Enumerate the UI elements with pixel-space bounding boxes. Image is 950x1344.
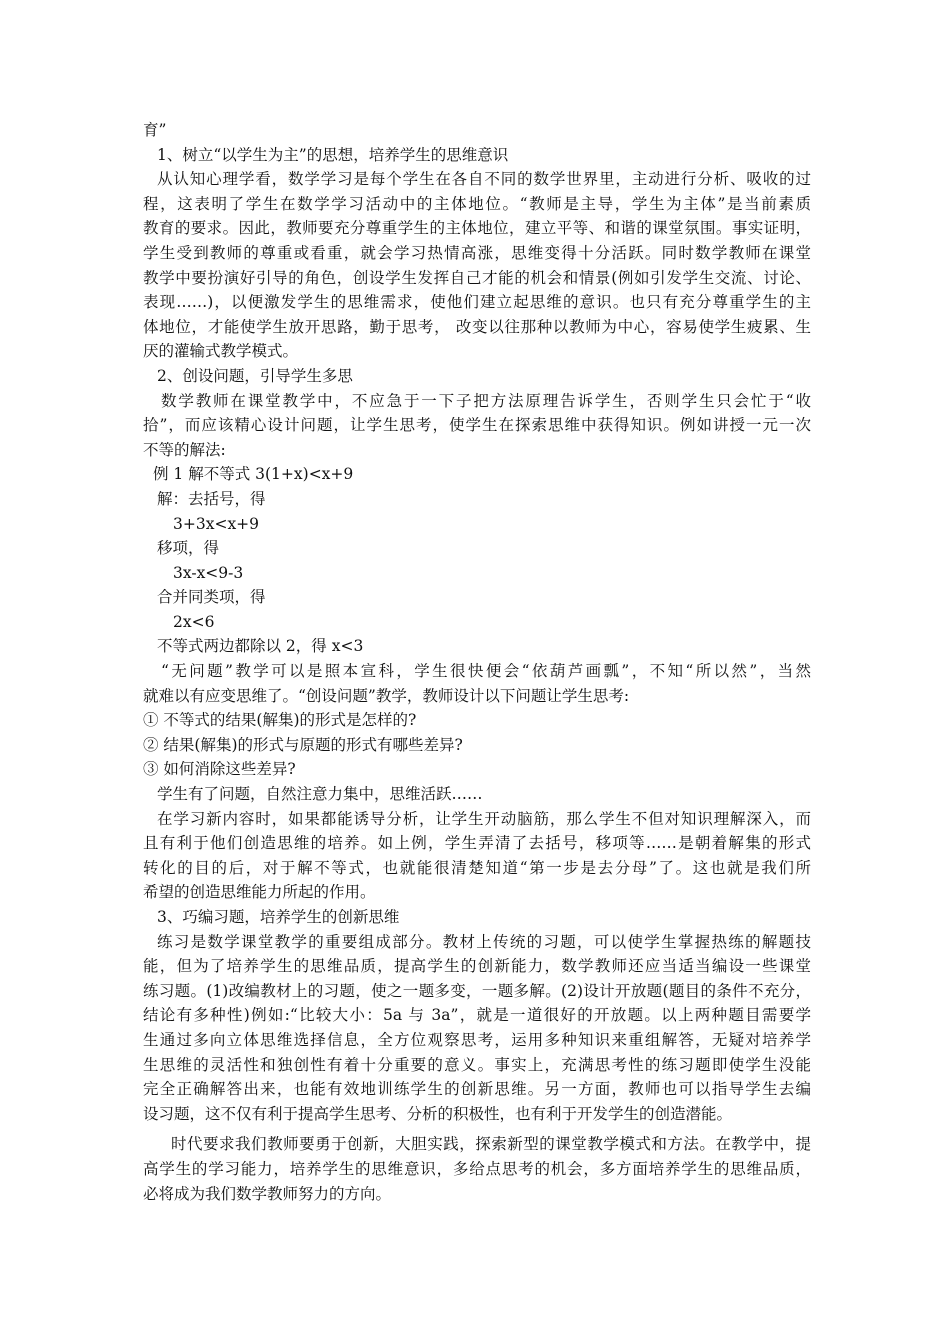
text-line: 拾”，而应该精心设计问题，让学生思考，使学生在探索思维中获得知识。例如讲授一元一次 (143, 416, 811, 435)
text-line: 1、树立“以学生为主”的思想，培养学生的思维意识 (157, 145, 509, 164)
text-line: 数学教师在课堂教学中，不应急于一下子把方法原理告诉学生，否则学生只会忙于“收 (161, 391, 811, 410)
text-line: 转化的目的后，对于解不等式，也就能很清楚知道“第一步是去分母”了。这也就是我们所 (143, 858, 811, 877)
text-line: 解：去括号，得 (157, 489, 266, 508)
text-line: 体地位，才能使学生放开思路，勤于思考， 改变以往那种以教师为中心，容易使学生疲累、生 (143, 317, 811, 336)
text-line: 生思维的灵活性和独创性有着十分重要的意义。事实上，充满思考性的练习题即使学生没能 (143, 1055, 811, 1074)
text-line: 程，这表明了学生在数学学习活动中的主体地位。“教师是主导，学生为主体”是当前素质 (143, 194, 811, 213)
text-line: 合并同类项，得 (157, 588, 266, 607)
text-line: “无问题”教学可以是照本宣科，学生很快便会“依葫芦画瓢”，不知“所以然”，当然 (161, 662, 811, 681)
text-line: 希望的创造思维能力所起的作用。 (143, 883, 376, 902)
text-line: 不等的解法: (143, 440, 226, 459)
text-line: 必将成为我们数学教师努力的方向。 (143, 1184, 392, 1203)
text-line: 且有利于他们创造思维的培养。如上例，学生弄清了去括号，移项等……是朝着解集的形式 (143, 834, 811, 853)
text-line: 能，但为了培养学生的思维品质，提高学生的创新能力，数学教师还应当适当编设一些课堂 (143, 957, 811, 976)
text-line: 学生受到教师的尊重或看重，就会学习热情高涨，思维变得十分活跃。同时数学教师在课堂 (143, 243, 811, 262)
text-line: 就难以有应变思维了。“创设问题”教学，教师设计以下问题让学生思考: (143, 686, 630, 705)
text-line: 例 1 解不等式 3(1+x)<x+9 (153, 465, 354, 484)
text-line: 时代要求我们教师要勇于创新，大胆实践，探索新型的课堂教学模式和方法。在教学中，提 (171, 1135, 811, 1154)
text-line: 完全正确解答出来，也能有效地训练学生的创新思维。另一方面，教师也可以指导学生去编 (143, 1080, 811, 1099)
text-line: 生通过多向立体思维选择信息，全方位观察思考，运用多种知识来重组解答，无疑对培养学 (143, 1030, 811, 1049)
text-line: 教育的要求。因此，教师要充分尊重学生的主体地位，建立平等、和谐的课堂氛围。事实证明， (143, 219, 811, 238)
text-line: 3x-x<9-3 (173, 563, 244, 582)
text-line: 不等式两边都除以 2，得 x<3 (157, 637, 364, 656)
text-line: 表现……)，以便激发学生的思维需求，使他们建立起思维的意识。也只有充分尊重学生的主 (143, 293, 811, 312)
text-line: 2x<6 (173, 612, 215, 631)
text-line: 3+3x<x+9 (173, 514, 260, 533)
text-line: 移项，得 (157, 539, 220, 558)
text-line: 设习题，这不仅有利于提高学生思考、分析的积极性，也有利于开发学生的创造潜能。 (143, 1104, 733, 1123)
text-line: 2、创设问题，引导学生多思 (157, 366, 353, 385)
text-line: ② 结果(解集)的形式与原题的形式有哪些差异? (143, 735, 463, 754)
text-line: 厌的灌输式教学模式。 (143, 342, 299, 361)
text-line: 高学生的学习能力，培养学生的思维意识，多给点思考的机会，多方面培养学生的思维品质， (143, 1159, 811, 1178)
text-line: ① 不等式的结果(解集)的形式是怎样的? (143, 711, 417, 730)
text-line: 育” (143, 121, 167, 139)
text-line: ③ 如何消除这些差异? (143, 760, 296, 779)
text-line: 从认知心理学看，数学学习是每个学生在各自不同的数学世界里，主动进行分析、吸收的过 (157, 170, 811, 189)
text-line: 练习题。(1)改编教材上的习题，使之一题多变，一题多解。(2)设计开放题(题目的条件不充分， (143, 981, 811, 1000)
text-line: 结论有多种性)例如:“比较大小：5a 与 3a”，就是一道很好的开放题。以上两种题目需要学 (143, 1006, 811, 1025)
text-line: 学生有了问题，自然注意力集中，思维活跃…… (157, 785, 483, 804)
text-line: 3、巧编习题，培养学生的创新思维 (157, 908, 400, 926)
text-line: 教学中要扮演好引导的角色，创设学生发挥自己才能的机会和情景(例如引发学生交流、讨论、 (143, 268, 811, 287)
text-line: 在学习新内容时，如果都能诱导分析，让学生开动脑筋，那么学生不但对知识理解深入，而 (157, 809, 811, 828)
document-body (143, 118, 811, 1206)
text-line: 练习是数学课堂教学的重要组成部分。教材上传统的习题，可以使学生掌握热练的解题技 (157, 932, 811, 951)
